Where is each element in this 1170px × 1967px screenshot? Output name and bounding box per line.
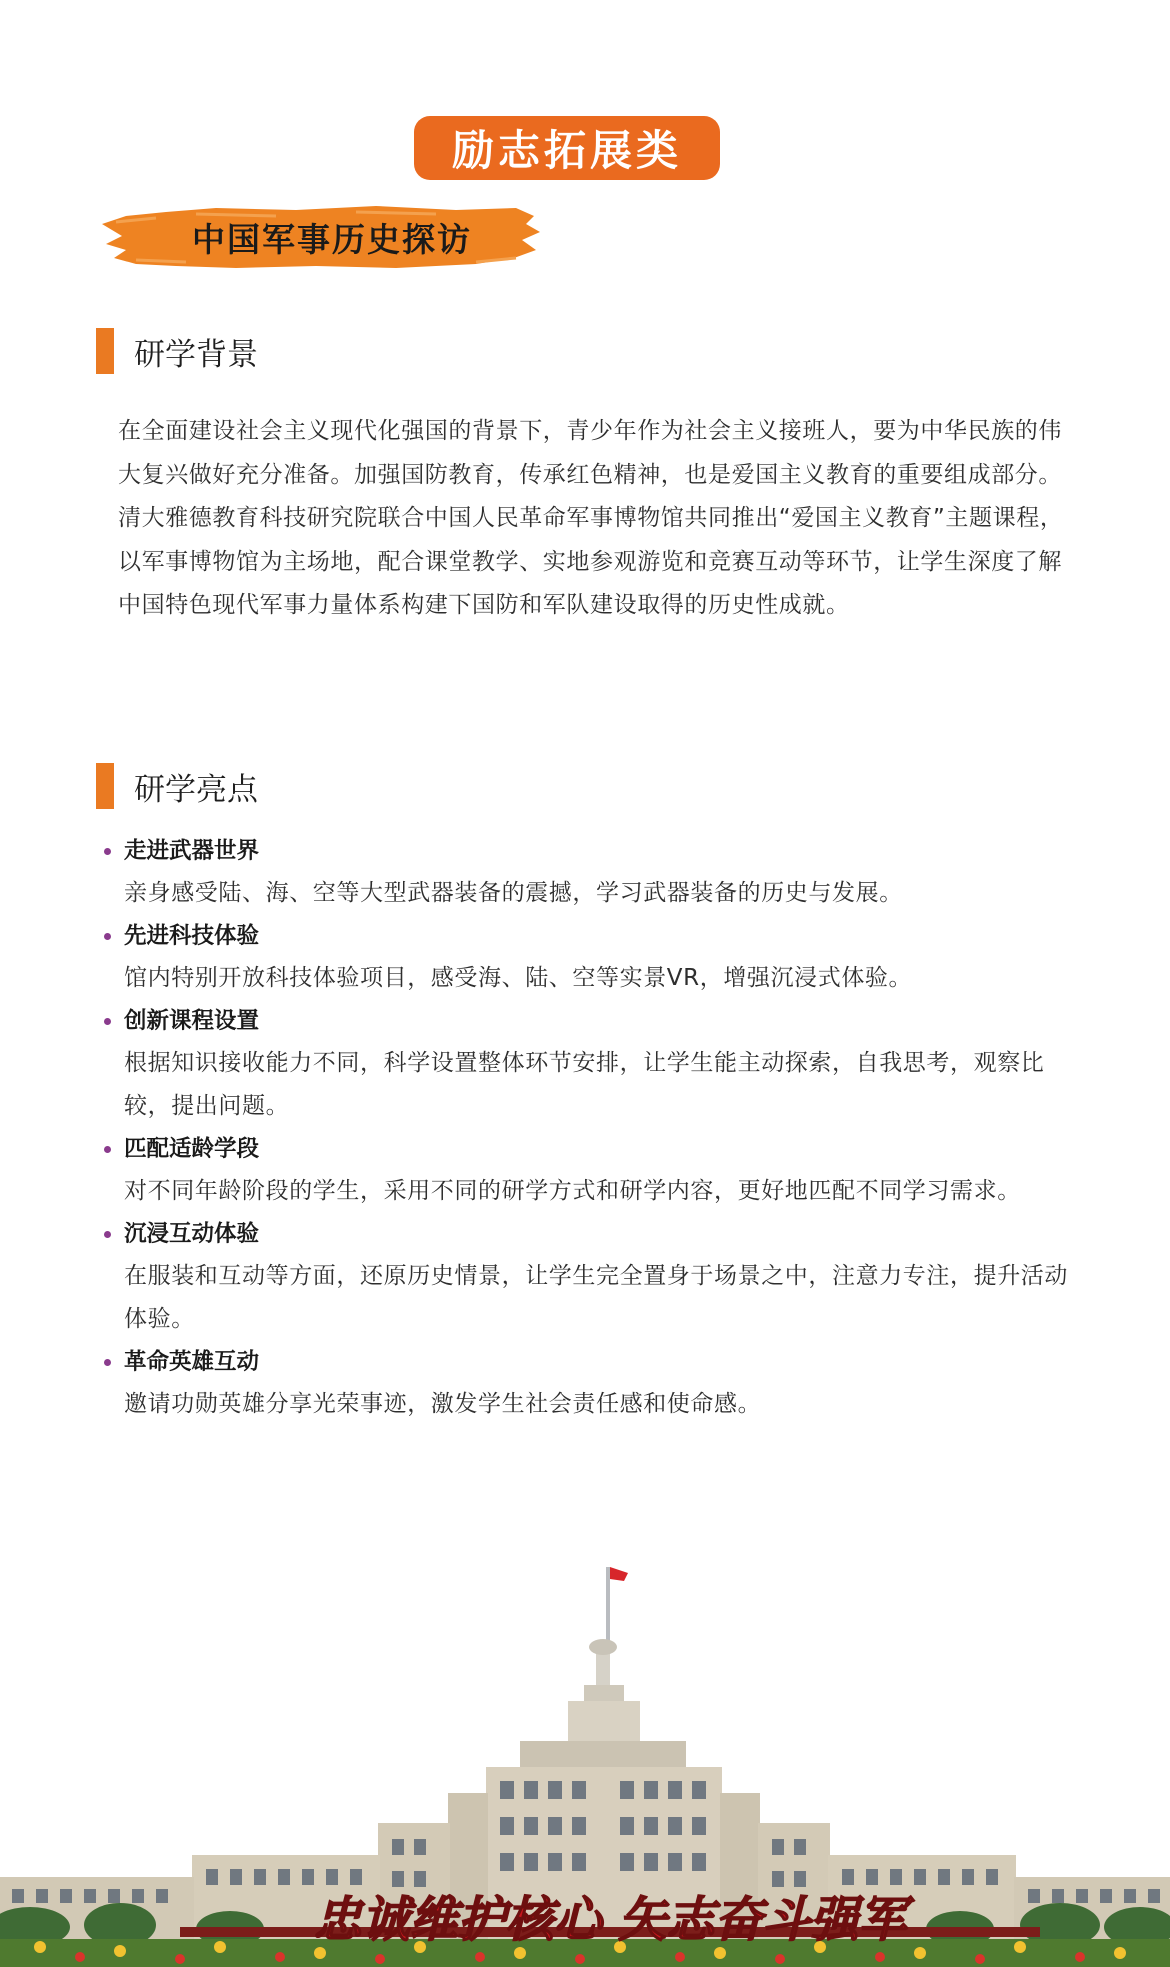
title-banner: [96, 202, 542, 272]
highlight-desc: 对不同年龄阶段的学生，采用不同的研学方式和研学内容，更好地匹配不同学习需求。: [124, 1178, 1021, 1204]
list-item: [100, 1128, 1070, 1213]
highlight-desc: 邀请功勋英雄分享光荣事迹，激发学生社会责任感和使命感。: [124, 1391, 762, 1417]
museum-building-illustration: [0, 1555, 1170, 1967]
bullet-dot-icon: [104, 1146, 111, 1153]
highlight-title: 走进武器世界: [124, 830, 1070, 872]
highlight-title: 匹配适龄学段: [124, 1128, 1070, 1170]
list-item: [100, 915, 1070, 1000]
bullet-dot-icon: [104, 848, 111, 855]
heading-accent-bar: [96, 763, 114, 809]
banner-title: 中国军事历史探访: [192, 219, 472, 259]
highlight-title: 革命英雄互动: [124, 1341, 1070, 1383]
bullet-dot-icon: [104, 933, 111, 940]
highlight-desc: 在服装和互动等方面，还原历史情景，让学生完全置身于场景之中，注意力专注，提升活动体验。: [124, 1263, 1068, 1332]
highlight-title: 创新课程设置: [124, 1000, 1070, 1042]
museum-photo: [0, 1555, 1170, 1967]
highlight-desc: 亲身感受陆、海、空等大型武器装备的震撼，学习武器装备的历史与发展。: [124, 880, 903, 906]
bullet-dot-icon: [104, 1018, 111, 1025]
heading-accent-bar: [96, 328, 114, 374]
list-item: [100, 1000, 1070, 1128]
background-heading-text: 研学背景: [134, 336, 258, 373]
highlights-list: [100, 830, 1070, 1426]
slogan-text: 忠诚维护核心 矢志奋斗强军: [313, 1892, 907, 1948]
background-heading: [96, 327, 258, 375]
highlight-desc: 馆内特别开放科技体验项目，感受海、陆、空等实景VR，增强沉浸式体验。: [124, 965, 913, 991]
bullet-dot-icon: [104, 1231, 111, 1238]
bullet-dot-icon: [104, 1359, 111, 1366]
category-badge: 励志拓展类: [414, 116, 720, 180]
highlights-heading: [96, 762, 258, 810]
highlight-desc: 根据知识接收能力不同，科学设置整体环节安排，让学生能主动探索，自我思考，观察比较，提出问题。: [124, 1050, 1045, 1119]
list-item: [100, 1341, 1070, 1426]
highlight-title: 先进科技体验: [124, 915, 1070, 957]
highlights-heading-text: 研学亮点: [134, 771, 258, 808]
background-paragraph: 在全面建设社会主义现代化强国的背景下，青少年作为社会主义接班人，要为中华民族的伟大复兴做好充分准备。加强国防教育，传承红色精神，也是爱国主义教育的重要组成部分。清大雅德教育科技研究院联合中国人民革命军事博物馆共同推出“爱国主义教育”主题课程，以军事博物馆为主场地，配合课堂教学、实地参观游览和竞赛互动等环节，让学生深度了解中国特色现代军事力量体系构建下国防和军队建设取得的历史性成就。: [118, 418, 1064, 618]
highlight-title: 沉浸互动体验: [124, 1213, 1070, 1255]
list-item: [100, 830, 1070, 915]
list-item: [100, 1213, 1070, 1341]
